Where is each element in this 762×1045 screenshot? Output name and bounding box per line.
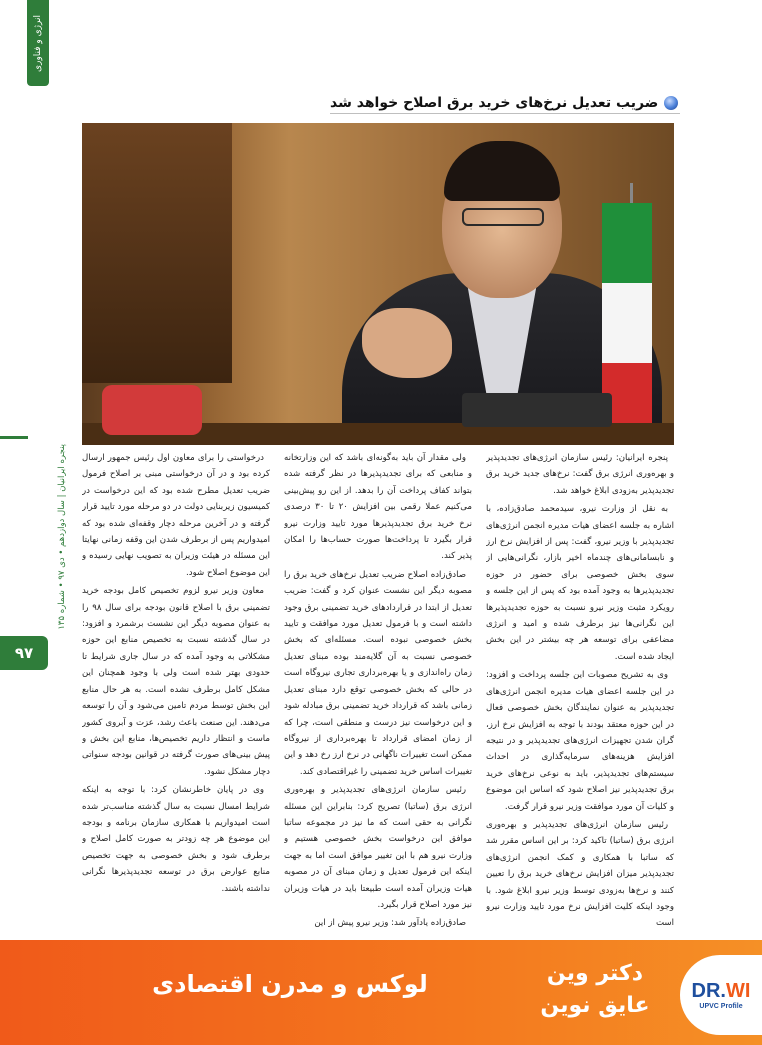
photo-speaker-hand	[362, 308, 452, 378]
paragraph: صادق‌زاده اصلاح ضریب تعدیل نرخ‌های خرید برق را مصوبه دیگر این نشست عنوان کرد و گفت: ضریب تعدیل از ابتدا در قراردادهای خرید تضمینی برق وجود داشته است و با فرمول تعدیل مورد موافقت و تایید بخش خصوصی نبوده است. مسئله‌ای که بخش خصوصی نسبت به آن گلایه‌مند بوده مبنای تعدیل زمان راه‌اندازی و یا بهره‌برداری تجاری نیروگاه است در حالی که بخش خصوصی توقع دارد مبنای تعدیل زمانی باشد که قرارداد خرید تضمینی برق مبادله شود و این درخواست نیز درست و منطقی است، چرا که از زمان امضای قرارداد تا بهره‌برداری از نیروگاه ممکن است تغییرات ناگهانی در نرخ ارز رخ دهد و این تغییرات اساس خرید تضمینی را غیراقتصادی کند.	[284, 569, 472, 777]
paragraph: رئیس سازمان انرژی‌های تجدیدپذیر و بهره‌وری انرژی برق (ساتبا) تصریح کرد: بنابراین این مسئله نگرانی به حقی است که ما نیز در مجموعه ساتبا موافق این درخواست بخش خصوصی هستیم و وزارت نیرو هم با این تغییر موافق است اما به جهت اینکه این فرمول تعدیل و زمان مبنای آن در مصوبه هیات وزیران آمده است طبیعتا باید در هیات وزیران نیز مورد اصلاح قرار بگیرد.	[284, 785, 472, 910]
article-title-row	[330, 92, 680, 114]
paragraph: وی به تشریح مصوبات این جلسه پرداخت و افزود: در این جلسه اعضای هیات مدیره انجمن انرژی‌های تجدیدپذیر به عنوان نمایندگان بخش خصوصی فعال در این حوزه معتقد بودند با توجه به افزایش نرخ ارز، گران شدن تجهیزات انرژی‌های تجدیدپذیر و در نتیجه افزایش هزینه‌های سرمایه‌گذاری در احداث سیستم‌های تجدیدپذیر، باید به نوعی نرخ‌های خرید برق تجدیدپذیر نیز اصلاح شود که اساس این موضوع و کلیات آن مورد موافقت وزیر نیرو قرار گرفت.	[486, 670, 674, 812]
section-tab	[27, 0, 49, 86]
photo-speaker-hair	[444, 141, 560, 201]
paragraph: رئیس سازمان انرژی‌های تجدیدپذیر و بهره‌وری انرژی برق (ساتبا) تاکید کرد: بر این اساس مقرر شد که ساتبا با همکاری و کمک انجمن انرژی‌های تجدیدپذیر میزان افزایش نرخ‌های خرید برق را تعیین کنند و نرخ‌ها به‌زودی توسط وزیر نیرو ابلاغ شود. با وجود اینکه کلیت افزایش نرخ مورد تایید وزارت نیرو است	[486, 819, 674, 928]
photo-flag-white	[602, 283, 652, 363]
ad-logo-subtitle: UPVC Profile	[699, 1003, 743, 1010]
article-column-3	[82, 450, 270, 928]
ad-brand-name-line1: دکتر وین	[546, 961, 644, 986]
article-photo	[82, 123, 674, 445]
margin-rule	[0, 436, 28, 439]
issue-info-text: پنجره ایرانیان | سال دوازدهم • دی ۹۷ • شماره ۱۳۵	[57, 444, 67, 630]
ad-logo-brand-a: DR.	[691, 980, 726, 1002]
article-column-2	[284, 450, 472, 928]
paragraph: درخواستی را برای معاون اول رئیس جمهور ارسال کرده بود و در آن درخواستی مبنی بر اصلاح فرمول ضریب تعدیل مطرح شده بود که این درخواست در کمیسیون زیربنایی دولت در دو مرحله مورد تایید قرار گرفته و در آخرین مرحله دچار وقفه‌ای شده بود که امیدواریم پس از برطرف شدن این وقفه زمانی نهایتا این مسئله در هیئت وزیران به تصویب نهایی رسیده و این موضوع اصلاح شود.	[82, 453, 270, 578]
photo-wall-panel	[82, 123, 232, 383]
article-body	[82, 450, 674, 928]
ad-brand-name	[515, 958, 675, 1028]
globe-bullet-icon	[664, 96, 678, 110]
paragraph: به نقل از وزارت نیرو، سیدمحمد صادق‌زاده، با اشاره به جلسه اعضای هیات مدیره انجمن انرژی‌های تجدیدپذیر با وزیر نیرو، گفت: پس از افزایش نرخ ارز و نابسامانی‌های چندماه اخیر بازار، نگرانی‌هایی از سوی بخش خصوصی برای حضور در حوزه تجدیدپذیرها به وجود آمده بود که پس از این جلسه و رویکرد مثبت وزیر نیرو نسبت به حوزه تجدیدپذیرها این نگرانی‌ها نیز برطرف شده و امید و انرژی مضاعفی برای توسعه هر چه بیشتر در این بخش ایجاد شده است.	[486, 504, 674, 662]
page-number: ۹۷	[0, 636, 48, 670]
photo-flag-green	[602, 203, 652, 283]
ad-logo	[680, 955, 762, 1035]
photo-speaker-glasses	[462, 208, 544, 226]
paragraph: ولی مقدار آن باید به‌گونه‌ای باشد که این وزارتخانه و منابعی که برای تجدیدپذیرها در نظر گرفته شده بتواند کفاف پرداخت آن را بدهد. از این رو پیش‌بینی می‌کنیم عملا رقمی بین افزایش ۲۰ تا ۳۰ درصدی نرخ خرید برق تجدیدپذیرها مورد تایید وزارت نیرو قرار بگیرد تا پرداخت‌ها صورت حساب‌ها را امکان پذیر کند.	[284, 453, 472, 562]
paragraph: معاون وزیر نیرو لزوم تخصیص کامل بودجه خرید تضمینی برق با اصلاح قانون بودجه برای سال ۹۸ را به عنوان مصوبه دیگر این نشست برشمرد و افزود: در سال گذشته نسبت به تخصیص منابع این حوزه مشکلاتی به وجود آمده که در سال جاری شرایط تا حدودی بهتر شده است ولی با وجود همچنان این مشکل کامل برطرف نشده است. به هر حال منابع این بخش توسط مردم تامین می‌شود و آن را توسعه می‌دهند. این صنعت باعث رشد، عزت و آبروی کشور ماست و انتظار داریم تخصیص‌ها، منابع این بخش و پیش بینی‌های صورت گرفته در قوانین بودجه سنواتی دچار مشکل نشود.	[82, 586, 270, 777]
paragraph: صادق‌زاده یادآور شد: وزیر نیرو پیش از این	[314, 918, 466, 928]
ad-logo-brand	[692, 980, 751, 1003]
ad-slogan: لوکس و مدرن اقتصادی	[152, 970, 428, 998]
issue-info	[52, 444, 72, 630]
ad-logo-brand-b: WI	[726, 980, 751, 1002]
ad-brand-name-line2: عایق نوین	[540, 993, 650, 1018]
article-title: ضریب تعدیل نرخ‌های خرید برق اصلاح خواهد شد	[330, 94, 659, 111]
photo-microphone-base	[462, 393, 612, 427]
section-tab-label: انرژی و فناوری	[33, 14, 43, 72]
advertisement-banner	[0, 940, 762, 1045]
paragraph: پنجره ایرانیان: رئیس سازمان انرژی‌های تجدیدپذیر و بهره‌وری انرژی برق گفت: نرخ‌های جدید خرید برق تجدیدپذیر به‌زودی ابلاغ خواهد شد.	[486, 453, 674, 496]
photo-water-bottle	[102, 385, 202, 435]
paragraph: وی در پایان خاطرنشان کرد: با توجه به اینکه شرایط امسال نسبت به سال گذشته مناسب‌تر شده است امیدواریم با همکاری سازمان برنامه و بودجه این موضوع هر چه زودتر به صورت کامل اصلاح و برطرف شود و بخش خصوصی به جهت تخصیص منابع عوارض برق در توسعه تجدیدپذیرها نگرانی نداشته باشند.	[82, 785, 270, 894]
article-column-1	[486, 450, 674, 928]
